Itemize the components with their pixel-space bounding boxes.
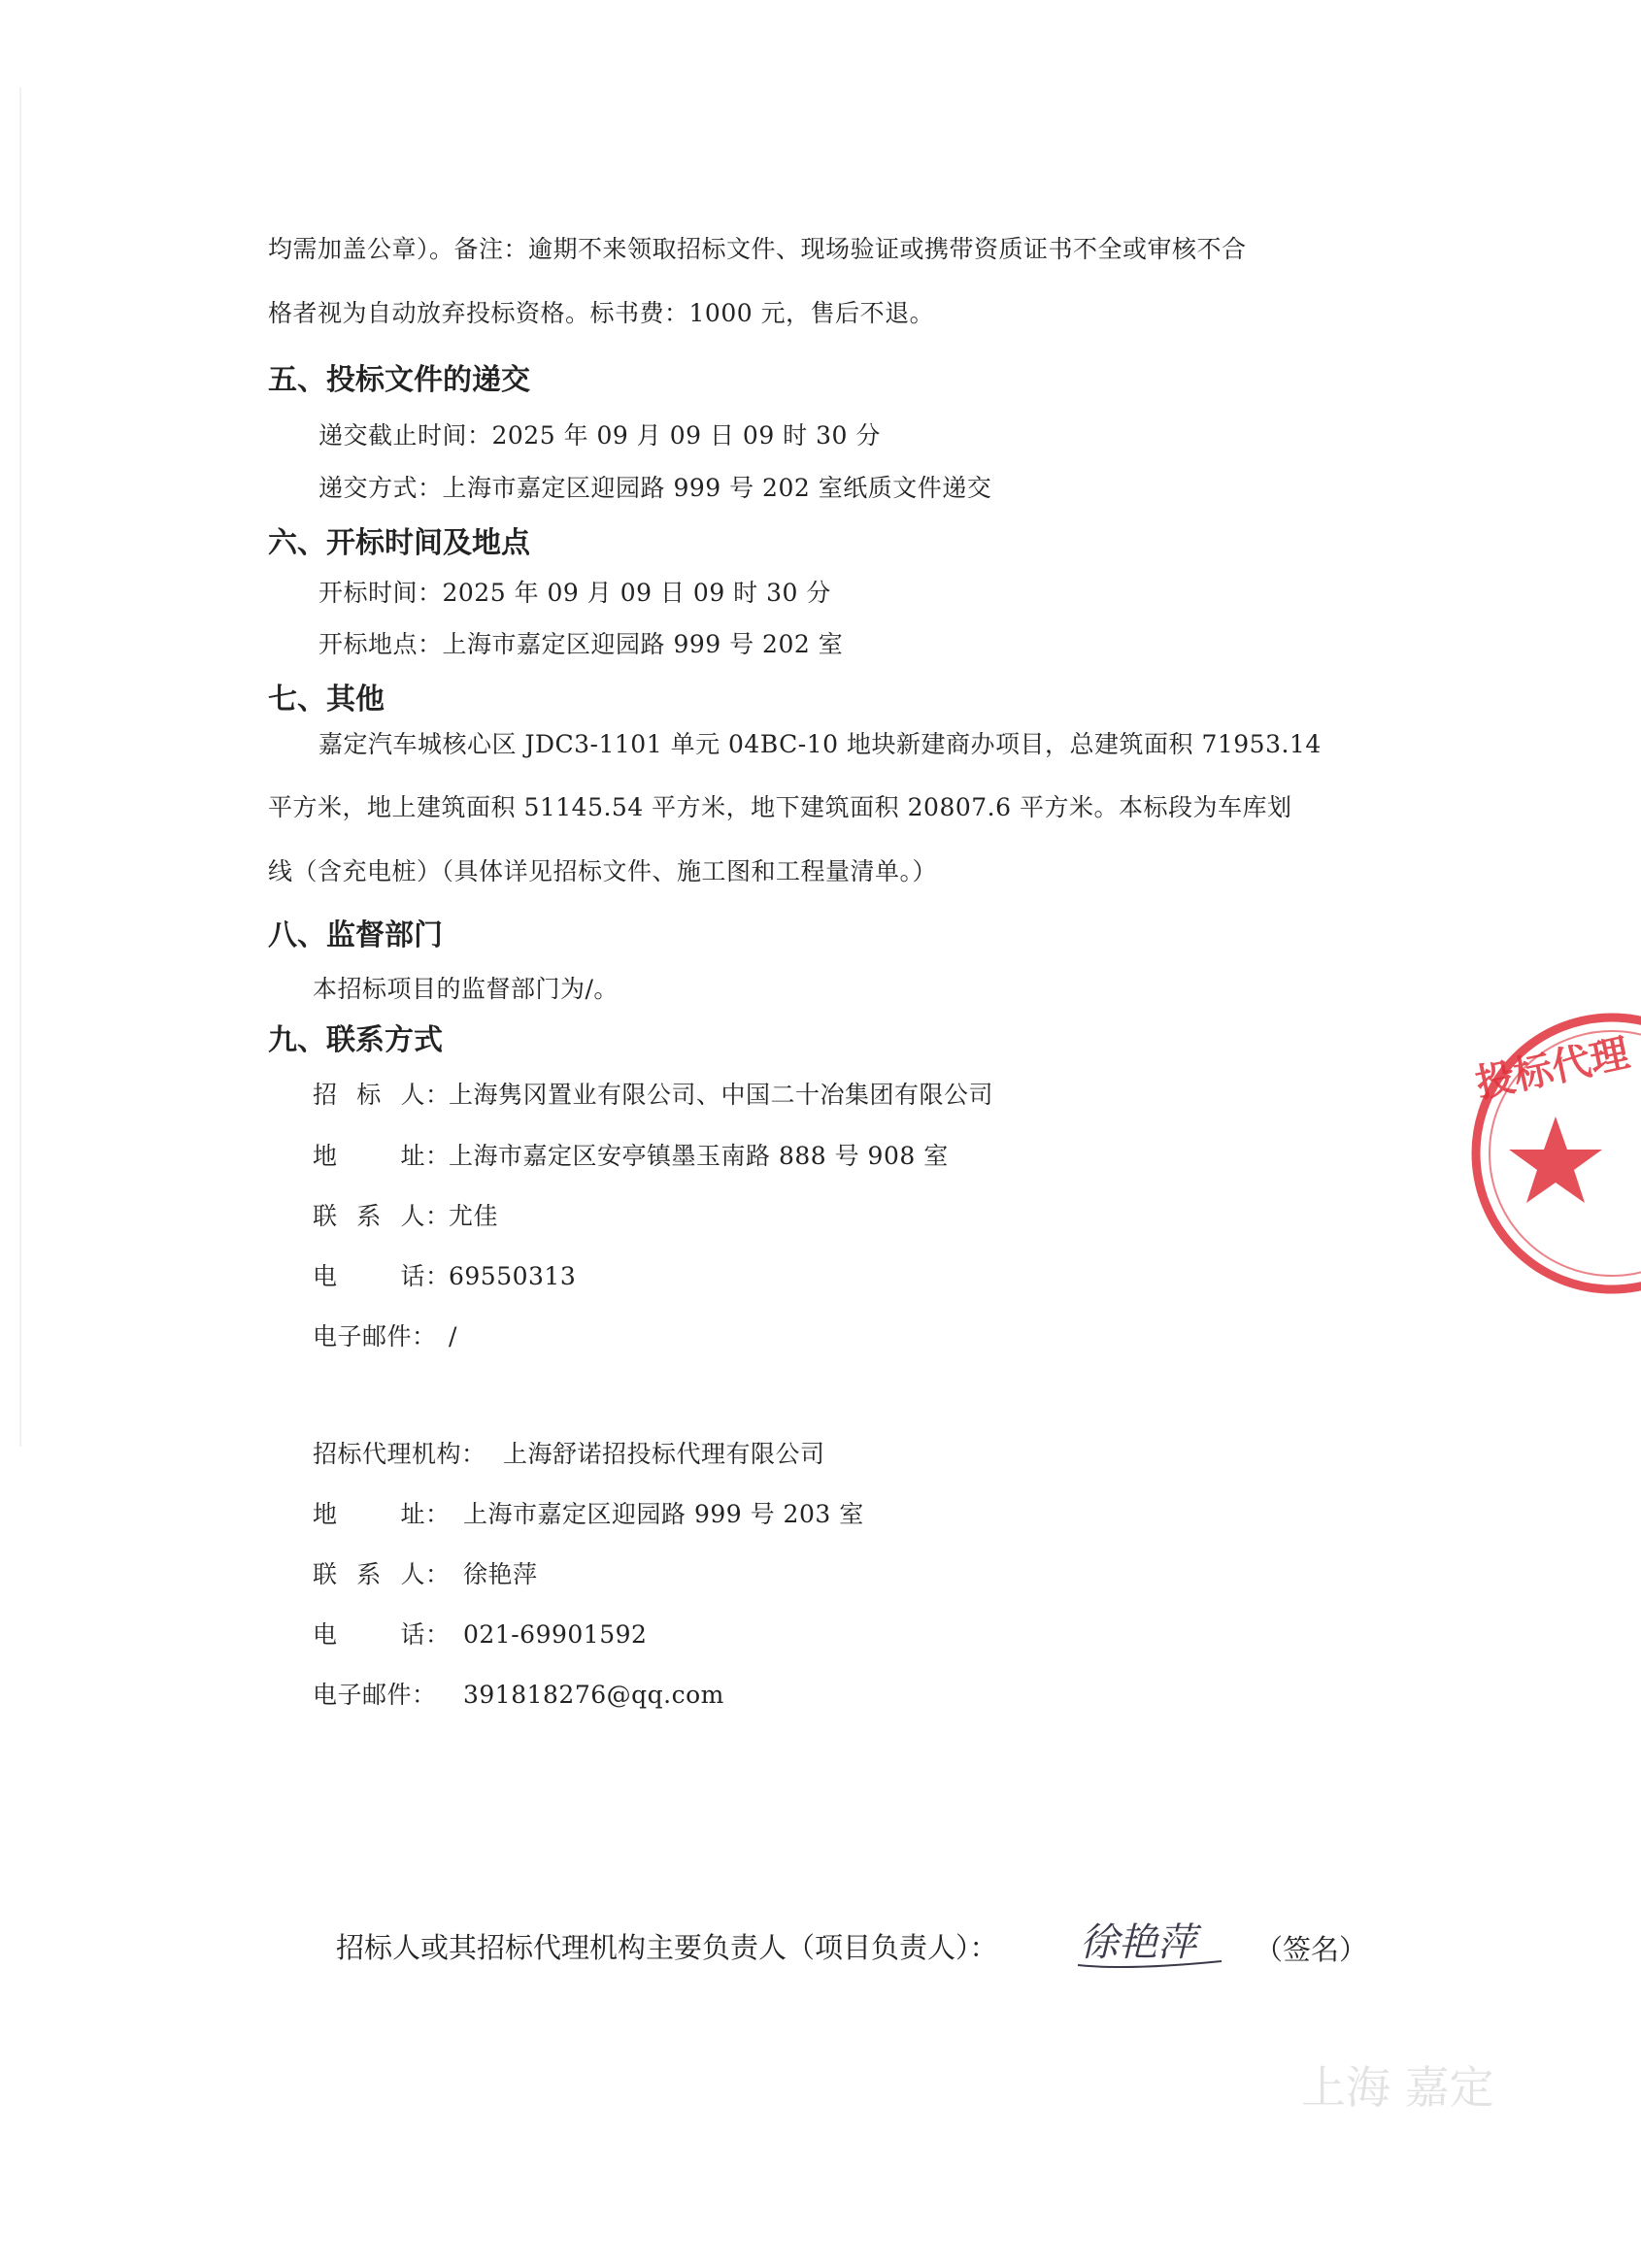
label-colon: ： (425, 1262, 451, 1290)
agency-address-value: 上海市嘉定区迎园路 999 号 203 室 (463, 1500, 864, 1528)
agency-phone-label (313, 1618, 425, 1651)
intro-line-1: 均需加盖公章）。备注：逾期不来领取招标文件、现场验证或携带资质证书不全或审核不合 (268, 235, 1247, 263)
tenderer-phone-label (313, 1260, 425, 1293)
agency-contact-label (313, 1558, 425, 1591)
tenderer-email-label: 电子邮件： (313, 1322, 437, 1351)
agency-name-value: 上海舒诺招投标代理有限公司 (503, 1440, 825, 1468)
signature-name: 徐艳萍 (1080, 1920, 1196, 1965)
label-char: 话 (400, 1620, 425, 1649)
tenderer-contact-label (313, 1200, 425, 1233)
signature-note: （签名） (1255, 1933, 1368, 1966)
label-colon: ： (425, 1500, 451, 1528)
agency-email-value: 391818276@qq.com (463, 1681, 724, 1709)
label-char: 联 (313, 1560, 338, 1588)
tenderer-name-label (313, 1079, 425, 1112)
label-char: 系 (356, 1202, 382, 1230)
agency-name-label: 招标代理机构： (313, 1440, 486, 1468)
label-char: 招 (313, 1081, 338, 1109)
section-8-heading: 八、监督部门 (268, 918, 443, 952)
label-colon: ： (425, 1620, 451, 1649)
label-char: 电 (313, 1620, 338, 1649)
agency-contact-value: 徐艳萍 (463, 1560, 538, 1588)
seal-text: 投标代理 (1471, 1030, 1633, 1108)
opening-time: 开标时间：2025 年 09 月 09 日 09 时 30 分 (318, 579, 831, 607)
agency-phone-value: 021-69901592 (463, 1620, 648, 1649)
supervision-text: 本招标项目的监督部门为/。 (313, 975, 619, 1003)
project-description-line-3: 线（含充电桩）（具体详见招标文件、施工图和工程量清单。） (268, 857, 938, 885)
label-char: 人 (400, 1081, 425, 1109)
section-5-heading: 五、投标文件的递交 (268, 363, 530, 397)
submission-deadline: 递交截止时间：2025 年 09 月 09 日 09 时 30 分 (318, 421, 881, 450)
section-7-heading: 七、其他 (268, 683, 385, 717)
tenderer-email-value: / (449, 1322, 457, 1351)
label-char: 人 (400, 1202, 425, 1230)
seal-star-icon (1509, 1117, 1602, 1203)
opening-place: 开标地点：上海市嘉定区迎园路 999 号 202 室 (318, 630, 844, 658)
tenderer-contact-value: 尤佳 (449, 1202, 499, 1230)
label-char: 人 (400, 1560, 425, 1588)
scan-edge-line (19, 87, 21, 1447)
tenderer-address-label (313, 1140, 425, 1173)
label-colon: ： (425, 1142, 451, 1170)
project-description-line-1: 嘉定汽车城核心区 JDC3-1101 单元 04BC-10 地块新建商办项目，总建筑面积 71953.14 (318, 730, 1322, 758)
label-colon: ： (425, 1202, 451, 1230)
label-char: 址 (400, 1142, 425, 1170)
label-char: 地 (313, 1500, 338, 1528)
label-colon: ： (425, 1560, 451, 1588)
label-char: 系 (356, 1560, 382, 1588)
section-6-heading: 六、开标时间及地点 (268, 526, 530, 560)
tenderer-address-value: 上海市嘉定区安亭镇墨玉南路 888 号 908 室 (449, 1142, 949, 1170)
label-char: 标 (356, 1081, 382, 1109)
project-description-line-2: 平方米，地上建筑面积 51145.54 平方米，地下建筑面积 20807.6 平方米。本标段为车库划 (268, 793, 1292, 821)
agency-email-label: 电子邮件： (313, 1681, 437, 1709)
intro-line-2: 格者视为自动放弃投标资格。标书费：1000 元，售后不退。 (268, 299, 935, 327)
submission-method: 递交方式：上海市嘉定区迎园路 999 号 202 室纸质文件递交 (318, 474, 992, 502)
signature-graphic (1076, 1911, 1231, 1979)
section-9-heading: 九、联系方式 (268, 1023, 443, 1057)
label-colon: ： (425, 1081, 451, 1109)
faint-watermark: 上海 嘉定 (1301, 2061, 1494, 2114)
tenderer-name-value: 上海隽冈置业有限公司、中国二十冶集团有限公司 (449, 1081, 994, 1109)
company-seal (1447, 1008, 1641, 1299)
label-char: 址 (400, 1500, 425, 1528)
label-char: 电 (313, 1262, 338, 1290)
tenderer-phone-value: 69550313 (449, 1262, 577, 1290)
seal-graphic (1447, 1008, 1641, 1299)
label-char: 话 (400, 1262, 425, 1290)
signature-prompt: 招标人或其招标代理机构主要负责人（项目负责人）： (336, 1931, 998, 1964)
handwritten-signature (1076, 1911, 1231, 1979)
label-char: 地 (313, 1142, 338, 1170)
label-char: 联 (313, 1202, 338, 1230)
agency-address-label (313, 1498, 425, 1531)
